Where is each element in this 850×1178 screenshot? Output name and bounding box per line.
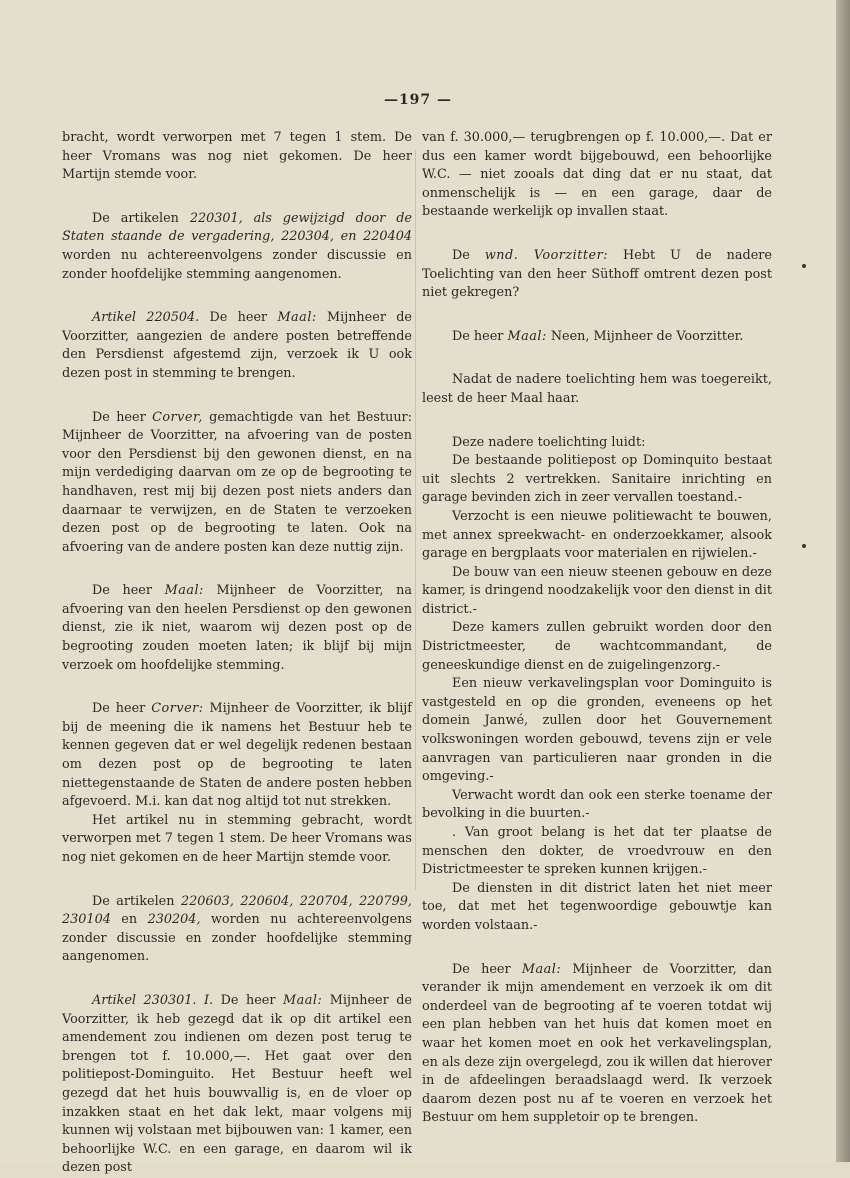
right-column [422,129,772,1128]
speaker-name: wnd. Voorzitter: [484,247,609,263]
paragraph [422,328,772,347]
speaker-name: Maal: [164,583,204,599]
column-divider [415,150,416,890]
text-run: De heer [213,992,283,1008]
text-run: Hebt U de nadere Toelichting van den heer Süthoff omtrent dezen post niet gekregen? [422,247,772,301]
text-run: Deze kamers zullen gebruikt worden door den Districtmeester, de wachtcommandant, de geneeskundige dienst en de zuigelingenzorg.- [422,620,772,673]
text-run: worden nu achtereenvolgens zonder discussie en zonder hoofdelijke stemming aangenomen. [62,247,412,282]
text-run: Mijnheer de Voorzitter, aangezien de andere posten betreffende den Persdienst afgestemd zijn, verzoek ik U ook dezen post in stemming te brengen. [62,310,412,381]
text-run: De bouw van een nieuw steenen gebouw en deze kamer, is dringend noodzakelijk voor den dienst in dit district.- [422,564,772,617]
paragraph [422,129,772,222]
text-run: . Van groot belang is het dat ter plaatse de menschen den dokter, de vroedvrouw en den Districtmeester te spreken kunnen krijgen.- [422,825,772,878]
speaker-name: Maal: [507,328,547,344]
speaker-name: Maal: [283,992,323,1008]
article-heading: Artikel 230301. I. [92,992,214,1008]
text-run: worden nu achtereenvolgens zonder discussie en zonder hoofdelijke stemming aangenomen. [62,912,412,965]
speaker-name: Corver: [151,701,204,717]
text-run: De heer [452,961,522,977]
speaker-name: Maal: [521,961,562,977]
text-run: van f. 30.000,— terugbrengen op f. 10.000,—. Dat er dus een kamer wordt bijgebouwd, een behoorlijke W.C. — niet zooals dat ding dat er nu staat, dat onmenschelijk is — en een garage, daar de bestaande werkelijk op invallen staat. [422,130,772,220]
text-run: De heer [199,310,278,326]
text-run: De heer [92,409,153,425]
text-run: en [110,912,148,928]
text-run: De heer [92,701,152,717]
paragraph [422,247,772,303]
paragraph [422,434,772,453]
paragraph [62,812,412,868]
paragraph [422,619,772,675]
margin-mark [802,544,806,548]
paragraph [422,961,772,1128]
article-numbers: 220603, 220604, 220704, 220799, 230104 [62,893,412,928]
text-run: Het artikel nu in stemming gebracht, wordt verworpen met 7 tegen 1 stem. De heer Vromans was nog niet gekomen en de heer Martijn stemde voor. [62,812,412,865]
paragraph [62,210,412,284]
text-run: Neen, Mijnheer de Voorzitter. [546,328,744,344]
text-run: gemachtigde van het Bestuur: Mijnheer de Voorzitter, na afvoering van de posten voor den Persdienst bij den gewonen dienst, en na mijn verdediging daarvan om ze op de begrooting te handhaven, rest mij bij dezen post niets anders dan daarnaar te verwijzen, en de Staten te verzoeken dezen post op de begrooting te laten. Ook na afvoering van de andere posten kan deze nuttig zijn. [62,409,412,555]
text-run: Mijnheer de Voorzitter, dan verander ik mijn amendement en verzoek ik om dit onderdeel van de begrooting af te voeren totdat wij een plan hebben van het huis dat komen moet en waar het komen moet en ook het verkavelingsplan, en als deze zijn overgelegd, zou ik willen dat hierover in de afdeelingen beraadslaagd werd. Ik verzoek daarom dezen post nu af te voeren en verzoek het Bestuur om hem suppletoir op te brengen. [422,961,773,1126]
paragraph [422,564,772,620]
text-run: Een nieuw verkavelingsplan voor Dominguito is vastgesteld en op die gronden, eveneens op het domein Janwé, zullen door het Gouvernement volkswoningen worden gebouwd, tevens zijn er vele aanvragen van particulieren naar gronden in die omgeving.- [422,676,772,785]
paragraph [422,452,772,508]
text-run: bracht, wordt verworpen met 7 tegen 1 stem. De heer Vromans was nog niet gekomen. De heer Martijn stemde voor. [62,130,412,183]
speaker-name: Corver, [152,409,203,425]
paragraph [422,508,772,564]
paragraph [62,309,412,383]
paragraph [62,409,412,558]
text-run: De artikelen [92,210,190,226]
text-run: De bestaande politiepost op Dominquito bestaat uit slechts 2 vertrekken. Sanitaire inrichting en garage bevinden zich in zeer vervallen toestand.- [422,453,772,506]
margin-mark [802,264,806,268]
text-run: De [452,247,485,263]
text-run: Mijnheer de Voorzitter, na afvoering van den heelen Persdienst op den gewonen dienst, zie ik niet, waarom wij dezen post op de begrooting zouden moeten laten; ik blijf bij mijn verzoek om hoofdelijke stemming. [62,583,412,673]
text-run: De heer [452,328,508,344]
article-numbers: 220301, als gewijzigd door de Staten staande de vergadering, 220304, en 220404 [62,210,413,245]
article-heading: Artikel 220504. [92,310,200,326]
speaker-name: Maal: [277,310,317,326]
paragraph [422,371,772,408]
text-run: Verzocht is een nieuwe politiewacht te bouwen, met annex spreekwacht- en onderzoekkamer, alsook garage en bergplaats voor materialen en rijwielen.- [422,508,772,562]
text-run: De heer [92,583,165,599]
paragraph [62,700,412,812]
text-run: Mijnheer de Voorzitter, ik heb gezegd dat ik op dit artikel een amendement zou indienen om dezen post terug te brengen tot f. 10.000,—. Het gaat over den politiepost-Dominguito. Het Bestuur heeft wel gezegd dat het huis bouwvallig is, en de vloer op inzakken staat en het dak lekt, maar volgens mij kunnen wij volstaan met bijbouwen van: 1 kamer, een behoorlijke W.C. en een garage, en daarom wil ik dezen post [62,992,412,1176]
text-run: De diensten in dit district laten het niet meer toe, dat met het tegenwoordige gebouwtje kan worden volstaan.- [422,880,772,933]
page-binding-edge [836,0,850,1162]
paragraph [422,880,772,936]
paragraph [62,893,412,967]
text-run: Verwacht wordt dan ook een sterke toename der bevolking in die buurten.- [422,787,772,822]
text-run: Nadat de nadere toelichting hem was toegereikt, leest de heer Maal haar. [422,372,772,406]
paragraph [422,675,772,787]
paragraph [62,129,412,185]
article-numbers: 230204, [147,912,201,928]
text-run: De artikelen [92,893,181,909]
paragraph [422,787,772,824]
page-number: —197 — [383,92,453,108]
text-run: Mijnheer de Voorzitter, ik blijf bij de meening die ik namens het Bestuur heb te kennen gegeven dat er wel degelijk redenen bestaan om dezen post op de begrooting te laten niettegenstaande de Staten de andere posten hebben afgevoerd. M.i. kan dat nog altijd tot nut strekken. [62,701,412,810]
left-column [62,129,412,1178]
text-run: Deze nadere toelichting luidt: [452,434,646,450]
paragraph [62,992,412,1178]
paragraph [62,582,412,675]
paragraph [422,824,772,880]
